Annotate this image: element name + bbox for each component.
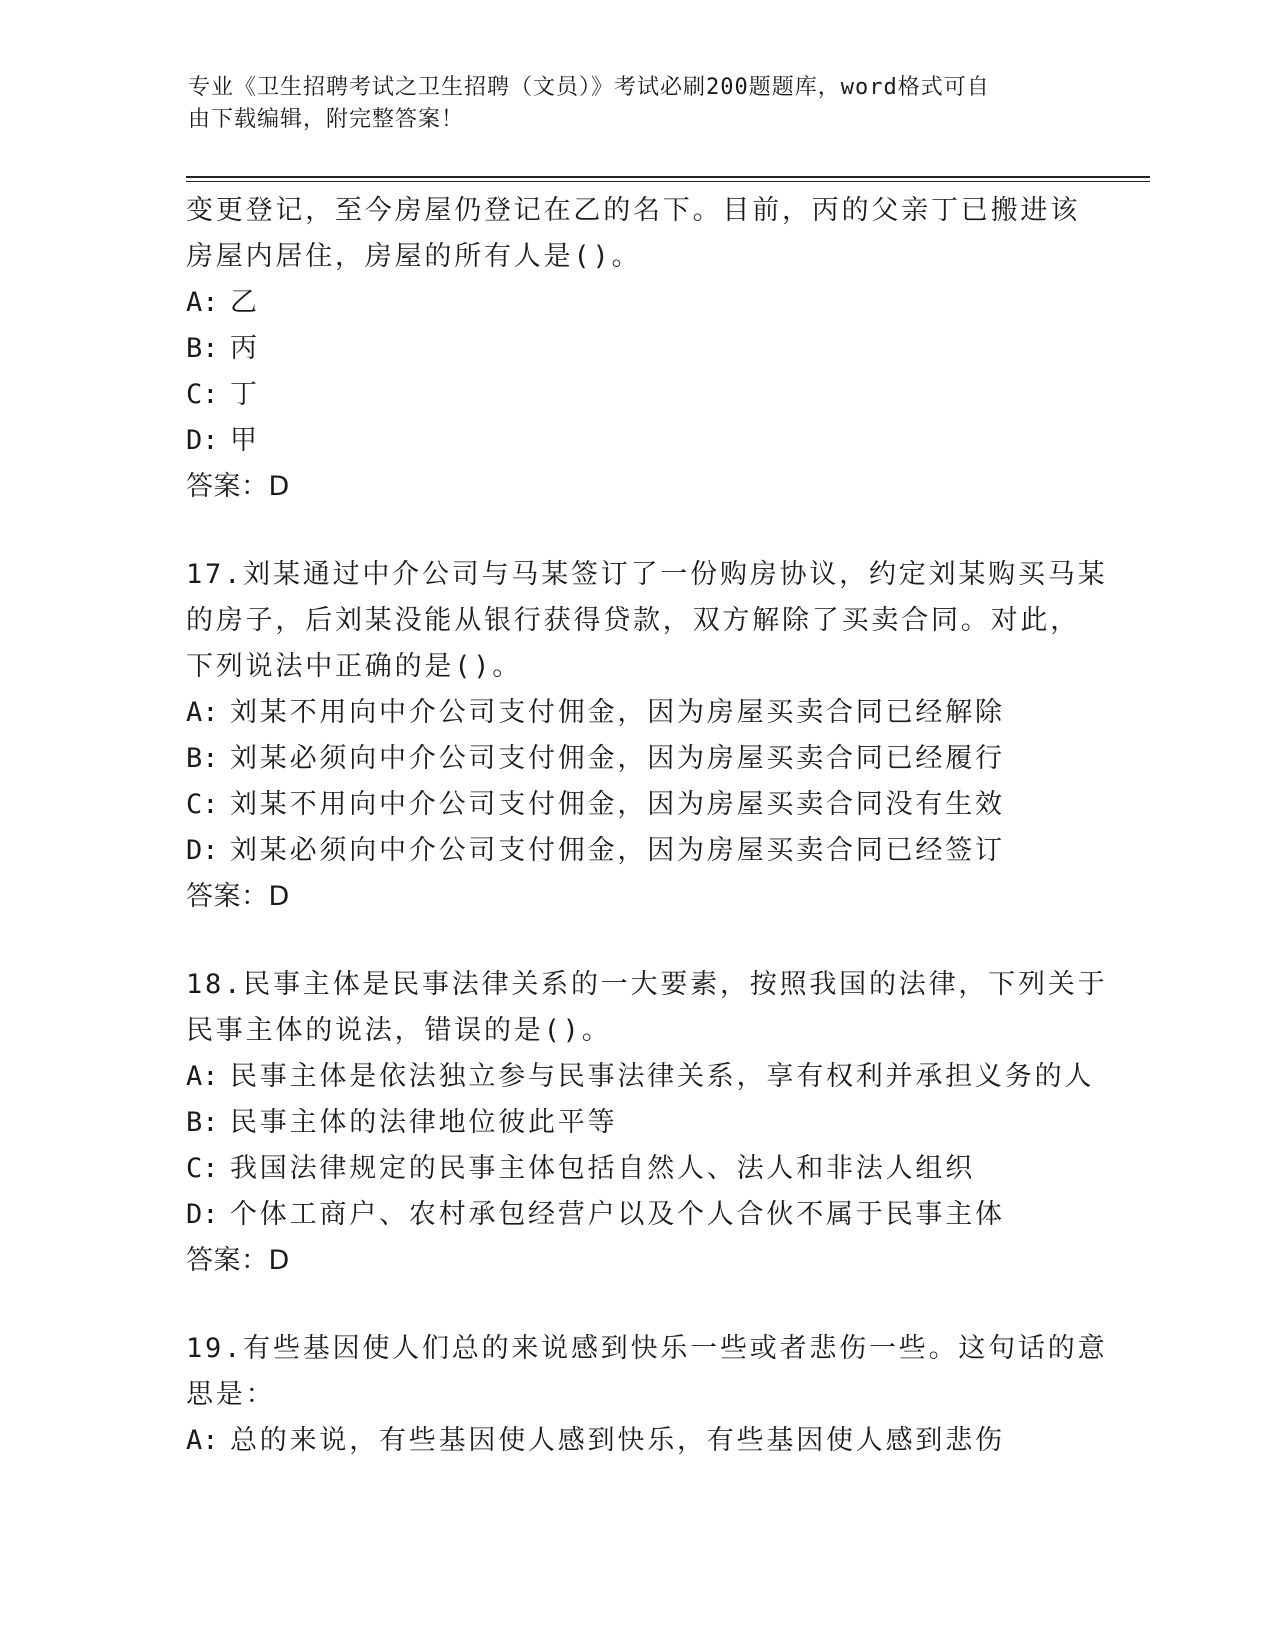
- option-a: [186, 280, 1086, 326]
- answer-line: 答案：D: [186, 881, 290, 912]
- header-line-1: 专业《卫生招聘考试之卫生招聘（文员）》考试必刷200题题库，word格式可自: [188, 75, 990, 100]
- option-text: 总的来说，有些基因使人感到快乐，有些基因使人感到悲伤: [230, 1425, 1005, 1456]
- question-text-line: 19.有些基因使人们总的来说感到快乐一些或者悲伤一些。这句话的意: [186, 1333, 1108, 1364]
- option-d: [186, 418, 1086, 464]
- question-list: [186, 188, 1108, 1464]
- option-text: 民事主体是依法独立参与民事法律关系，享有权利并承担义务的人: [230, 1061, 1095, 1092]
- option-text: 刘某不用向中介公司支付佣金，因为房屋买卖合同已经解除: [230, 697, 1005, 728]
- option-d: [186, 1192, 1086, 1238]
- option-d: [186, 828, 1086, 874]
- option-text: 刘某必须向中介公司支付佣金，因为房屋买卖合同已经履行: [230, 743, 1005, 774]
- option-letter: C:: [186, 1153, 219, 1184]
- question-continued: [186, 188, 1086, 510]
- option-letter: C:: [186, 789, 219, 820]
- option-letter: A:: [186, 1425, 219, 1456]
- option-letter: D:: [186, 425, 219, 456]
- question-text-line: 民事主体的说法，错误的是()。: [186, 1015, 612, 1046]
- option-letter: A:: [186, 1061, 219, 1092]
- option-letter: A:: [186, 287, 219, 318]
- option-letter: A:: [186, 697, 219, 728]
- option-text: 乙: [230, 287, 260, 318]
- page-header: [188, 72, 1068, 136]
- question-text-line: 房屋内居住，房屋的所有人是()。: [186, 241, 642, 272]
- option-letter: B:: [186, 743, 219, 774]
- option-text: 我国法律规定的民事主体包括自然人、法人和非法人组织: [230, 1153, 975, 1184]
- option-c: [186, 372, 1086, 418]
- header-line-2: 由下载编辑，附完整答案！: [188, 107, 465, 132]
- option-c: [186, 1146, 1086, 1192]
- option-text: 丙: [230, 333, 260, 364]
- answer-line: 答案：D: [186, 1245, 290, 1276]
- option-b: [186, 1100, 1086, 1146]
- spacer: [186, 920, 1086, 962]
- option-a: [186, 1054, 1095, 1100]
- option-text: 个体工商户、农村承包经营户以及个人合伙不属于民事主体: [230, 1199, 1005, 1230]
- spacer: [186, 510, 1086, 552]
- option-text: 刘某不用向中介公司支付佣金，因为房屋买卖合同没有生效: [230, 789, 1005, 820]
- option-letter: B:: [186, 1107, 219, 1138]
- spacer: [186, 1284, 1086, 1326]
- option-b: [186, 736, 1086, 782]
- question-17: [186, 552, 1108, 920]
- question-text-line: 18.民事主体是民事法律关系的一大要素，按照我国的法律，下列关于: [186, 969, 1108, 1000]
- question-text-line: 变更登记，至今房屋仍登记在乙的名下。目前，丙的父亲丁已搬进该: [186, 195, 1080, 226]
- option-a: [186, 690, 1086, 736]
- option-letter: D:: [186, 1199, 219, 1230]
- option-text: 丁: [230, 379, 260, 410]
- option-text: 甲: [230, 425, 260, 456]
- option-a: [186, 1418, 1086, 1464]
- option-letter: C:: [186, 379, 219, 410]
- option-text: 民事主体的法律地位彼此平等: [230, 1107, 618, 1138]
- option-b: [186, 326, 1086, 372]
- question-text-line: 的房子，后刘某没能从银行获得贷款，双方解除了买卖合同。对此，: [186, 605, 1080, 636]
- question-18: [186, 962, 1108, 1284]
- answer-line: 答案：D: [186, 471, 290, 502]
- question-text-line: 下列说法中正确的是()。: [186, 651, 523, 682]
- header-divider: [186, 176, 1150, 182]
- option-text: 刘某必须向中介公司支付佣金，因为房屋买卖合同已经签订: [230, 835, 1005, 866]
- question-19: [186, 1326, 1108, 1464]
- option-c: [186, 782, 1086, 828]
- question-text-line: 思是：: [186, 1379, 276, 1410]
- question-text-line: 17.刘某通过中介公司与马某签订了一份购房协议，约定刘某购买马某: [186, 559, 1108, 590]
- option-letter: B:: [186, 333, 219, 364]
- option-letter: D:: [186, 835, 219, 866]
